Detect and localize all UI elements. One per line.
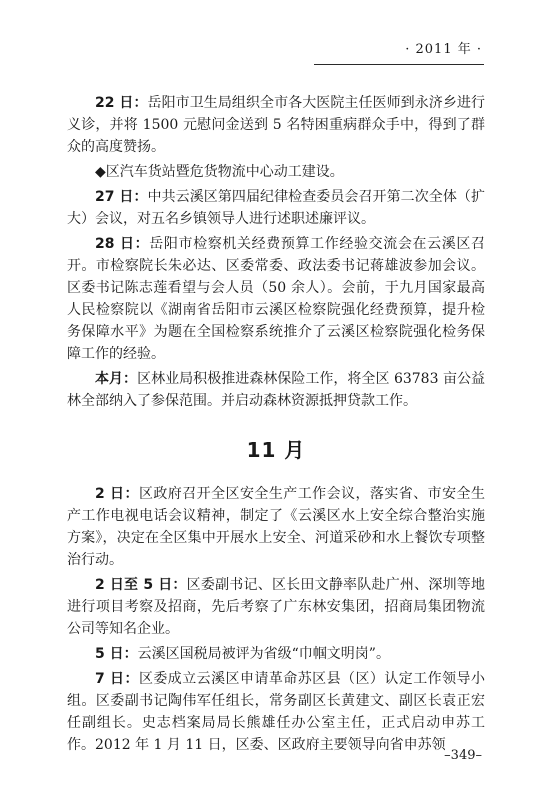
entry-text: 区政府召开全区安全生产工作会议，落实省、市安全生产工作电视电话会议精神，制定了《云溪区水上安全综合整治实施方案》，决定在全区集中开展水上安全、河道采砂和水上餐饮专项整治行动。 [67,486,485,568]
chronicle-entry [67,483,485,571]
chronicle-entry [67,643,485,665]
entry-text: 云溪区国税局被评为省级“巾帼文明岗”。 [137,646,390,662]
header-rule [314,64,484,65]
entry-date: 28 日： [95,236,150,252]
page-body [67,92,485,759]
entry-date: 7 日： [95,671,139,687]
entry-text: 岳阳市检察机关经费预算工作经验交流会在云溪区召开。市检察院长朱必达、区委常委、政法委书记蒋雄波参加会议。区委书记陈志莲看望与会人员（50 余人）。会前，于九月国家最高人民检察院以《湖南省岳阳市云溪区检察院强化经费预算，提升检务保障水平》为题在全国检察系统推介了云溪区检察院强化检务保障工作的经验。 [67,236,485,362]
entry-date: 本月： [95,371,138,387]
running-header-year: · 2011 年 · [405,42,482,57]
chronicle-entry [67,161,485,183]
chronicle-entry [67,668,485,756]
entry-date: 2 日至 5 日： [95,577,187,593]
chronicle-entry [67,92,485,158]
entry-text: 区林业局积极推进森林保险工作，将全区 63783 亩公益林全部纳入了参保范围。并启动森林资源抵押贷款工作。 [67,371,486,409]
entry-date: 5 日： [95,646,138,662]
chronicle-entry [67,574,485,640]
month-heading: 11 月 [246,438,306,462]
page-number: –349– [444,748,482,763]
entry-text: 中共云溪区第四届纪律检查委员会召开第二次全体（扩大）会议，对五名乡镇领导人进行述职述廉评议。 [67,189,485,227]
entry-date: 22 日： [95,95,148,111]
chronicle-entry [67,368,485,412]
entry-date: 27 日： [95,189,148,205]
entry-text: ◆区汽车货站暨危货物流中心动工建设。 [95,164,344,180]
entries-after [67,483,485,756]
chronicle-entry [67,186,485,230]
entries-before [67,92,485,412]
entry-text: 岳阳市卫生局组织全市各大医院主任医师到永济乡进行义诊，并将 1500 元慰问金送到 5 名特困重病群众手中，得到了群众的高度赞扬。 [67,95,485,155]
entry-text: 区委成立云溪区申请革命苏区县（区）认定工作领导小组。区委副书记陶伟军任组长，常务副区长黄建文、副区长袁正宏任副组长。史志档案局局长熊雄任办公室主任，正式启动申苏工作。2012 年 1 月 11 日，区委、区政府主要领导向省申苏领 [67,671,485,753]
chronicle-entry [67,233,485,365]
entry-text: 区委副书记、区长田文静率队赴广州、深圳等地进行项目考察及招商，先后考察了广东林安集团，招商局集团物流公司等知名企业。 [67,577,486,637]
entry-date: 2 日： [95,486,139,502]
